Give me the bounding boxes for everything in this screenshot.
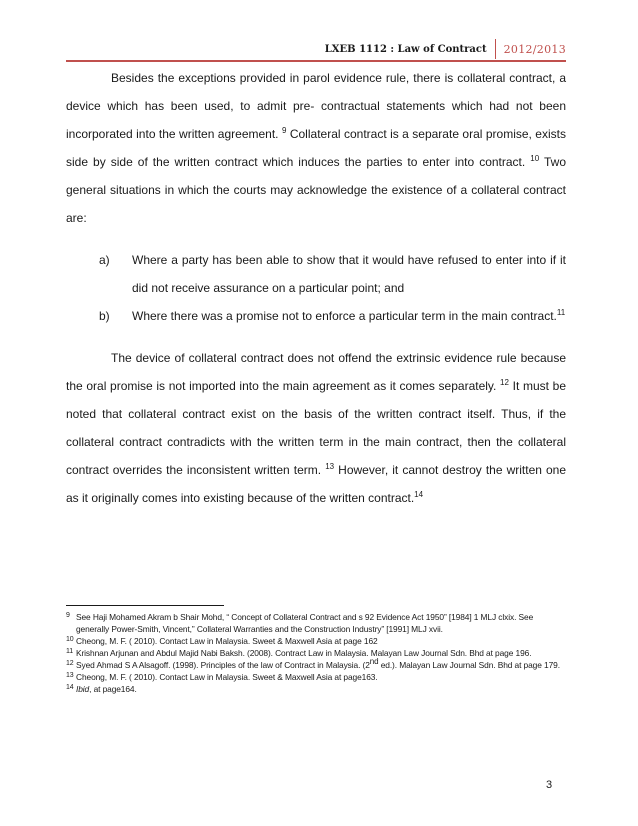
footnote-text-part: Syed Ahmad S A Alsagoff. (1998). Principles of the law of Contract in Malaysia. (2 xyxy=(76,660,370,670)
footnote-number: 9 xyxy=(66,612,70,619)
academic-year: 2012/2013 xyxy=(503,42,566,56)
list-item xyxy=(99,246,566,302)
footnote-text: Cheong, M. F. ( 2010). Contact Law in Malaysia. Sweet & Maxwell Asia at page 162 xyxy=(76,636,378,646)
spacer xyxy=(66,330,566,344)
footnote-text xyxy=(76,683,566,695)
p1-sentence-2: Collateral contract is a separate oral promise, exists side by side of the written contract which induces the parties to enter into contract. xyxy=(66,127,566,169)
list-marker: a) xyxy=(99,253,110,267)
list-marker: b) xyxy=(99,309,110,323)
footnote-ref-11[interactable]: 11 xyxy=(556,308,566,317)
footnote-ref-10[interactable]: 10 xyxy=(530,154,540,163)
course-title: LXEB 1112 : Law of Contract xyxy=(324,43,487,55)
list-item-text xyxy=(132,302,566,330)
p1-sentence-3: Two general situations in which the courts may acknowledge the existence of a collateral contract are: xyxy=(66,155,566,225)
footnote-separator xyxy=(66,605,224,606)
footnote-text: Krishnan Arjunan and Abdul Majid Nabi Baksh. (2008). Contract Law in Malaysia. Malayan Law Journal Sdn. Bhd at page 196. xyxy=(76,648,532,658)
footnote-number: 11 xyxy=(66,648,74,655)
footnote-ref-9[interactable]: 9 xyxy=(281,126,287,135)
footnote-10 xyxy=(66,635,566,647)
spacer xyxy=(66,232,566,246)
footnote-number: 14 xyxy=(66,684,74,691)
ibid-text: Ibid xyxy=(76,684,90,694)
p2-sentence-1: The device of collateral contract does not offend the extrinsic evidence rule because the oral promise is not imported into the main agreement as it comes separately. xyxy=(66,351,566,393)
ordinal-suffix: nd xyxy=(369,657,379,667)
header-rule xyxy=(66,60,566,62)
list-item-content: Where a party has been able to show that it would have refused to enter into if it did not receive assurance on a particular point; and xyxy=(132,253,566,295)
footnote-13 xyxy=(66,671,566,683)
footnote-text: Cheong, M. F. ( 2010). Contact Law in Malaysia. Sweet & Maxwell Asia at page163. xyxy=(76,672,378,682)
footnote-text: See Haji Mohamed Akram b Shair Mohd, “ Concept of Collateral Contract and s 92 Evidence Act 1950” [1984] 1 MLJ clxix. See generally Power-Smith, Vincent,” Collateral Warranties and the Construction Industry” [1991] MLJ xvii. xyxy=(76,612,534,634)
p2-sentence-2: It must be noted that collateral contract exist on the basis of the written contract itself. Thus, if the collateral contract contradicts with the written term in the main contract, then the collateral contract overrides the inconsistent written term. xyxy=(66,379,566,477)
p2-sentence-3: However, it cannot destroy the written one as it originally comes into existing because of the written contract. xyxy=(66,463,567,505)
footnote-ref-12[interactable]: 12 xyxy=(500,378,509,387)
footnote-text-part: , at page164. xyxy=(89,684,137,694)
list-item xyxy=(99,302,566,330)
footnote-ref-13[interactable]: 13 xyxy=(325,462,335,471)
footnote-14 xyxy=(66,683,566,695)
paragraph-1 xyxy=(66,64,566,232)
p1-sentence-1: Besides the exceptions provided in parol evidence rule, there is collateral contract, a device which has been used, to admit pre- contractual statements which had not been incorporated into the written agreement. xyxy=(66,71,566,141)
situations-list xyxy=(66,246,566,330)
footnote-text-part: ed.). Malayan Law Journal Sdn. Bhd at page 179. xyxy=(378,660,560,670)
body-text xyxy=(66,64,566,512)
footnote-number: 10 xyxy=(66,636,74,643)
footnote-text xyxy=(76,659,566,671)
list-item-text xyxy=(132,246,566,302)
footnote-12 xyxy=(66,659,566,671)
list-item-content: Where there was a promise not to enforce a particular term in the main contract. xyxy=(132,309,557,323)
footnote-ref-14[interactable]: 14 xyxy=(414,490,424,499)
page-header xyxy=(325,38,566,60)
footnote-number: 13 xyxy=(66,672,74,679)
footnotes xyxy=(66,611,566,695)
footnote-number: 12 xyxy=(66,660,74,667)
paragraph-2 xyxy=(66,344,566,512)
page-number: 3 xyxy=(546,779,553,791)
footnote-11 xyxy=(66,647,566,659)
footnote-9 xyxy=(66,611,566,635)
